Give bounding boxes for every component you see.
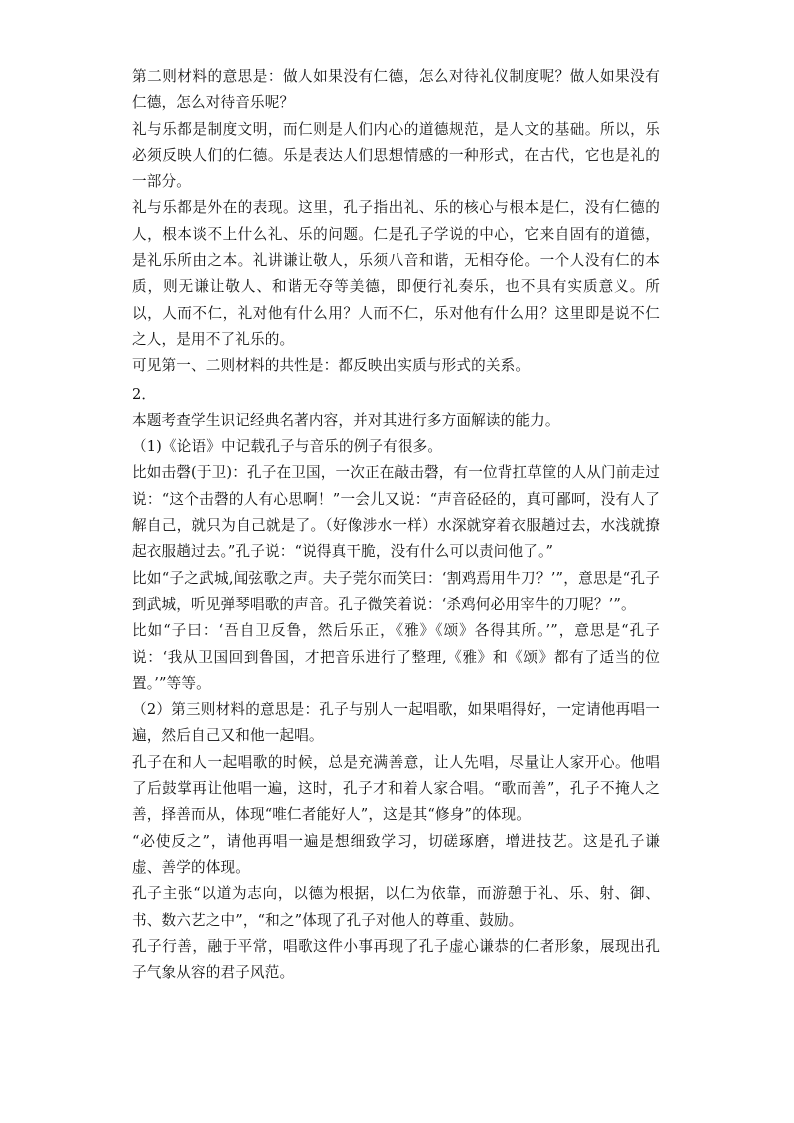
paragraph-humble-learning: “必使反之”，请他再唱一遍是想细致学习，切磋琢磨，增进技艺。这是孔子谦虚、善学的体现。: [132, 832, 660, 876]
paragraph-example-yasong: 比如“子曰：‘吾自卫反鲁，然后乐正，《雅》《颂》各得其所。’”，意思是“孔子说：‘我从卫国回到鲁国，才把音乐进行了整理,《雅》和《颂》都有了适当的位置。’”等等。: [132, 622, 660, 692]
paragraph-six-arts: 孔子主张“以道为志向，以德为根据，以仁为依靠，而游憩于礼、乐、射、御、书、数六艺之中”，“和之”体现了孔子对他人的尊重、鼓励。: [132, 885, 660, 929]
question-number-2: 2．: [132, 385, 157, 403]
paragraph-part-2-heading: （2）第三则材料的意思是：孔子与别人一起唱歌，如果唱得好，一定请他再唱一遍，然后自己又和他一起唱。: [132, 701, 660, 745]
paragraph-question-intent: 本题考查学生识记经典名著内容，并对其进行多方面解读的能力。: [132, 411, 560, 429]
paragraph-part-1-heading: （1)《论语》中记载孔子与音乐的例子有很多。: [132, 438, 443, 456]
paragraph-example-qing: 比如击磬(于卫)：孔子在卫国，一次正在敲击磬，有一位背扛草筐的人从门前走过说：“这个击磬的人有心思啊！”一会儿又说：“声音硁硁的，真可鄙呵，没有人了解自己，就只为自己就是了。（好像涉水一样）水深就穿着衣服趟过去，水浅就撩起衣服趟过去。”孔子说：“说得真干脆，没有什么可以责问他了。”: [132, 464, 660, 561]
answer-text-body: [132, 64, 660, 986]
paragraph-gentleman-image: 孔子行善，融于平常，唱歌这件小事再现了孔子虚心谦恭的仁者形象，展现出孔子气象从容的君子风范。: [132, 937, 660, 982]
paragraph-common-point: 可见第一、二则材料的共性是：都反映出实质与形式的关系。: [132, 357, 531, 375]
paragraph-ren-core: 礼与乐都是外在的表现。这里，孔子指出礼、乐的核心与根本是仁，没有仁德的人，根本谈不上什么礼、乐的问题。仁是孔子学说的中心，它来自固有的道德，是礼乐所由之本。礼讲谦让敬人，乐须八音和谐，无相夺伦。一个人没有仁的本质，则无谦让敬人、和谐无夺等美德，即便行礼奏乐，也不具有实质意义。所以，人而不仁，礼对他有什么用？人而不仁，乐对他有什么用？这里即是说不仁之人，是用不了礼乐的。: [132, 199, 660, 348]
paragraph-material-two-meaning: 第二则材料的意思是：做人如果没有仁德，怎么对待礼仪制度呢？做人如果没有仁德，怎么对待音乐呢？: [132, 68, 660, 112]
paragraph-example-wucheng: 比如“子之武城,闻弦歌之声。夫子莞尔而笑曰：‘割鸡焉用牛刀？’”，意思是“孔子到武城，听见弹琴唱歌的声音。孔子微笑着说：‘杀鸡何必用宰牛的刀呢？’”。: [132, 569, 660, 613]
paragraph-rites-music-civilization: 礼与乐都是制度文明，而仁则是人们内心的道德规范，是人文的基础。所以，乐必须反映人们的仁德。乐是表达人们思想情感的一种形式，在古代，它也是礼的一部分。: [132, 120, 660, 191]
paragraph-singing-goodwill: 孔子在和人一起唱歌的时候，总是充满善意，让人先唱，尽量让人家开心。他唱了后鼓掌再让他唱一遍，这时，孔子才和着人家合唱。“歌而善”，孔子不掩人之善，择善而从，体现“唯仁者能好人”，这是其“修身”的体现。: [132, 753, 660, 824]
